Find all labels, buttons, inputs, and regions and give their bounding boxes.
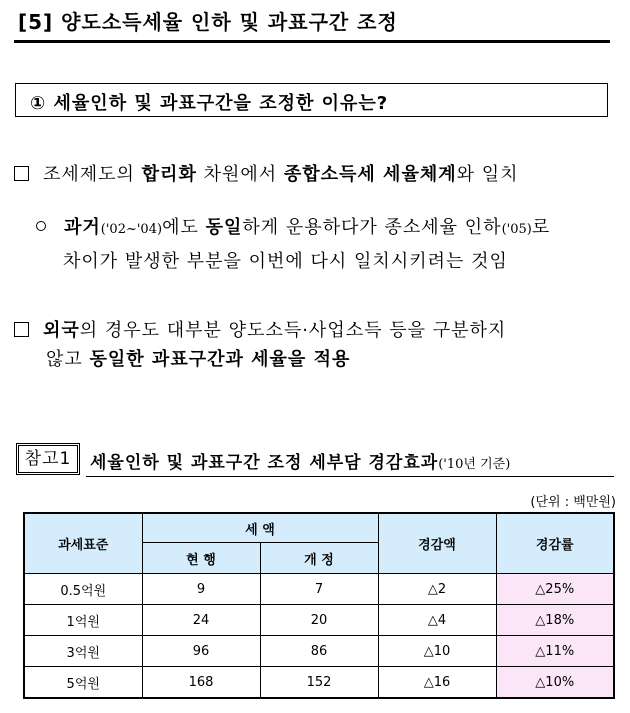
cell-base: 5억원 (24, 667, 142, 699)
text: 조세제도의 (43, 164, 142, 185)
header-revised: 개 정 (260, 543, 378, 574)
unit-label: (단위 : 백만원) (530, 495, 616, 510)
table-row (24, 636, 614, 667)
bullet-harmonization (14, 160, 519, 186)
bold-text: 외국 (43, 320, 80, 341)
reference-underline (86, 476, 614, 477)
cell-rate: △18% (496, 605, 614, 636)
year: ('05) (501, 222, 532, 237)
cell-reduction: △4 (378, 605, 496, 636)
table-row (24, 574, 614, 605)
bullet-foreign (14, 316, 506, 342)
bold-text: 동일한 과표구간과 세율을 적용 (89, 349, 351, 370)
text: 의 경우도 대부분 양도소득·사업소득 등을 구분하지 (79, 320, 507, 341)
cell-revised: 86 (260, 636, 378, 667)
circle-bullet-icon (36, 221, 46, 231)
cell-rate: △11% (496, 636, 614, 667)
header-current: 현 행 (142, 543, 260, 574)
question-number: ① (30, 93, 47, 114)
cell-base: 3억원 (24, 636, 142, 667)
text: 않고 (46, 349, 90, 370)
reference-title-text: 세율인하 및 과표구간 조정 세부담 경감효과 (90, 453, 439, 473)
cell-current: 168 (142, 667, 260, 699)
tax-reduction-table (23, 512, 615, 699)
square-bullet-icon (14, 322, 29, 337)
header-tax-amount: 세 액 (142, 513, 378, 543)
cell-current: 24 (142, 605, 260, 636)
cell-current: 96 (142, 636, 260, 667)
bold-text: 합리화 (141, 164, 197, 185)
reference-year: ('10년 기준) (438, 457, 511, 472)
reference-tag: 참고1 (16, 443, 80, 475)
cell-reduction: △2 (378, 574, 496, 605)
bold-text: 종합소득세 세율체계 (283, 164, 457, 185)
cell-rate: △25% (496, 574, 614, 605)
text: 에도 (162, 217, 206, 238)
section-title: [5] 양도소득세율 인하 및 과표구간 조정 (18, 10, 398, 34)
header-reduction-rate: 경감률 (496, 513, 614, 574)
table-row (24, 667, 614, 699)
reference-title (90, 448, 510, 473)
cell-rate: △10% (496, 667, 614, 699)
cell-base: 1억원 (24, 605, 142, 636)
bullet-foreign-line2 (46, 345, 350, 371)
sub-bullet-history-line2: 차이가 발생한 부분을 이번에 다시 일치시키려는 것임 (63, 251, 508, 272)
cell-revised: 152 (260, 667, 378, 699)
text: 하게 운용하다가 종소세율 인하 (242, 217, 502, 238)
cell-current: 9 (142, 574, 260, 605)
text: 차원에서 (196, 164, 284, 185)
question-text (30, 89, 388, 115)
cell-reduction: △16 (378, 667, 496, 699)
question-box (15, 83, 608, 117)
text: 와 일치 (456, 164, 519, 185)
header-reduction: 경감액 (378, 513, 496, 574)
cell-revised: 7 (260, 574, 378, 605)
bold-text: 과거 (64, 217, 101, 238)
question-label: 세율인하 및 과표구간을 조정한 이유는? (53, 93, 389, 114)
text: 로 (531, 217, 551, 238)
table-row (24, 605, 614, 636)
title-underline (14, 40, 610, 43)
sub-bullet-history (36, 213, 550, 239)
year-range: ('02~'04) (100, 222, 163, 237)
cell-reduction: △10 (378, 636, 496, 667)
cell-base: 0.5억원 (24, 574, 142, 605)
header-tax-base: 과세표준 (24, 513, 142, 574)
cell-revised: 20 (260, 605, 378, 636)
square-bullet-icon (14, 166, 29, 181)
bold-text: 동일 (205, 217, 243, 238)
